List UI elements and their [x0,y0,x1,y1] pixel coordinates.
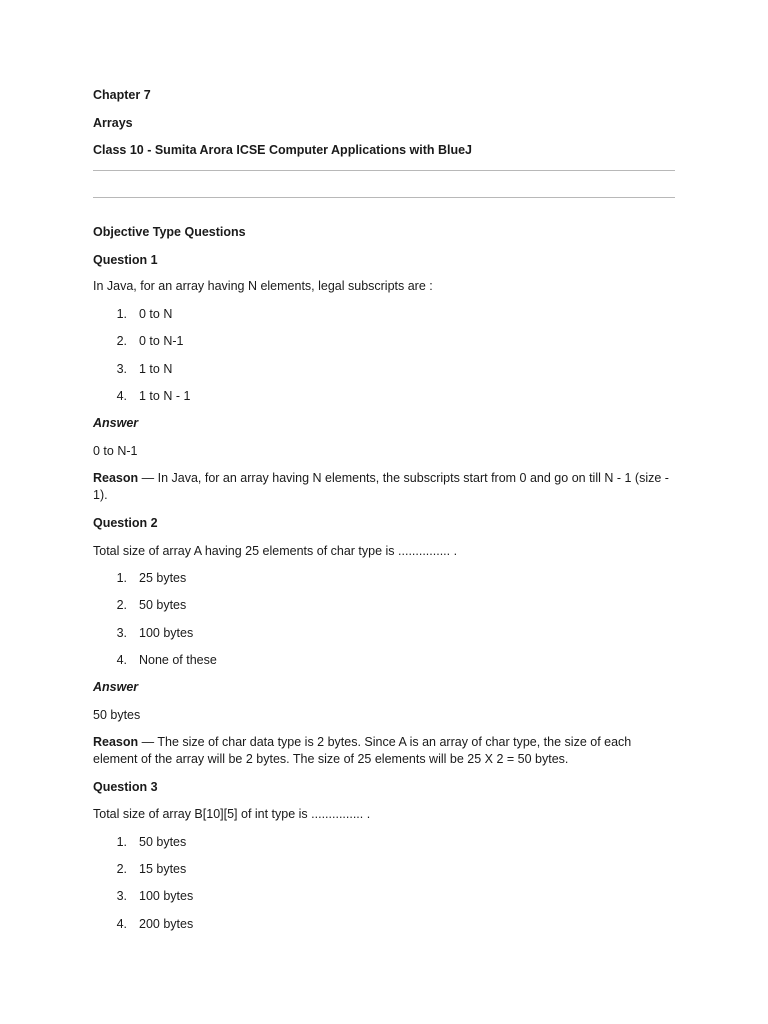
option-text: 200 bytes [139,917,194,931]
question-3-option-1 [93,834,675,851]
option-number: 4. [116,653,127,667]
question-1-answer: 0 to N-1 [93,444,138,458]
option-number: 4. [116,917,127,931]
reason-label: Reason [93,735,139,749]
question-2-reason [93,734,675,768]
reason-text: — In Java, for an array having N elements, the subscripts start from 0 and go on till N - 1 (size - 1). [93,471,669,502]
question-2-option-1 [93,570,675,587]
chapter-heading: Chapter 7 [93,88,151,102]
reason-label: Reason [93,471,139,485]
question-3-option-3 [93,888,675,905]
option-text: 15 bytes [139,862,187,876]
section-title: Objective Type Questions [93,225,246,239]
question-2-text: Total size of array A having 25 elements of char type is ............... . [93,544,458,558]
question-1-title: Question 1 [93,253,158,267]
option-text: 0 to N [139,307,173,321]
question-2-answer: 50 bytes [93,708,141,722]
reason-text: — The size of char data type is 2 bytes. Since A is an array of char type, the size of each element of the array will be 2 bytes. The size of 25 elements will be 25 X 2 = 50 bytes. [93,735,632,766]
option-text: 0 to N-1 [139,334,184,348]
question-3-title: Question 3 [93,780,158,794]
question-2-title: Question 2 [93,516,158,530]
topic-heading: Arrays [93,116,133,130]
option-text: 1 to N [139,362,173,376]
option-number: 2. [116,862,127,876]
question-2-option-2 [93,597,675,614]
question-2-option-3 [93,625,675,642]
option-number: 2. [116,334,127,348]
option-number: 1. [116,835,127,849]
question-3-option-2 [93,861,675,878]
option-number: 3. [116,362,127,376]
divider-top [93,170,675,171]
option-text: 50 bytes [139,598,187,612]
question-2-answer-label: Answer [93,680,139,694]
option-text: 100 bytes [139,889,194,903]
option-text: 25 bytes [139,571,187,585]
option-number: 3. [116,626,127,640]
question-2-option-4 [93,652,675,669]
option-text: 50 bytes [139,835,187,849]
question-1-option-4 [93,388,675,405]
question-3-text: Total size of array B[10][5] of int type is ............... . [93,807,371,821]
option-number: 3. [116,889,127,903]
option-number: 1. [116,571,127,585]
option-text: 100 bytes [139,626,194,640]
option-text: None of these [139,653,217,667]
option-number: 4. [116,389,127,403]
question-1-answer-label: Answer [93,416,139,430]
question-1-option-2 [93,333,675,350]
book-heading: Class 10 - Sumita Arora ICSE Computer Applications with BlueJ [93,143,473,157]
question-3-option-4 [93,916,675,933]
option-number: 2. [116,598,127,612]
question-1-reason [93,470,675,504]
option-text: 1 to N - 1 [139,389,191,403]
option-number: 1. [116,307,127,321]
question-1-option-3 [93,361,675,378]
question-1-text: In Java, for an array having N elements, legal subscripts are : [93,279,433,293]
divider-bottom [93,197,675,198]
question-1-option-1 [93,306,675,323]
